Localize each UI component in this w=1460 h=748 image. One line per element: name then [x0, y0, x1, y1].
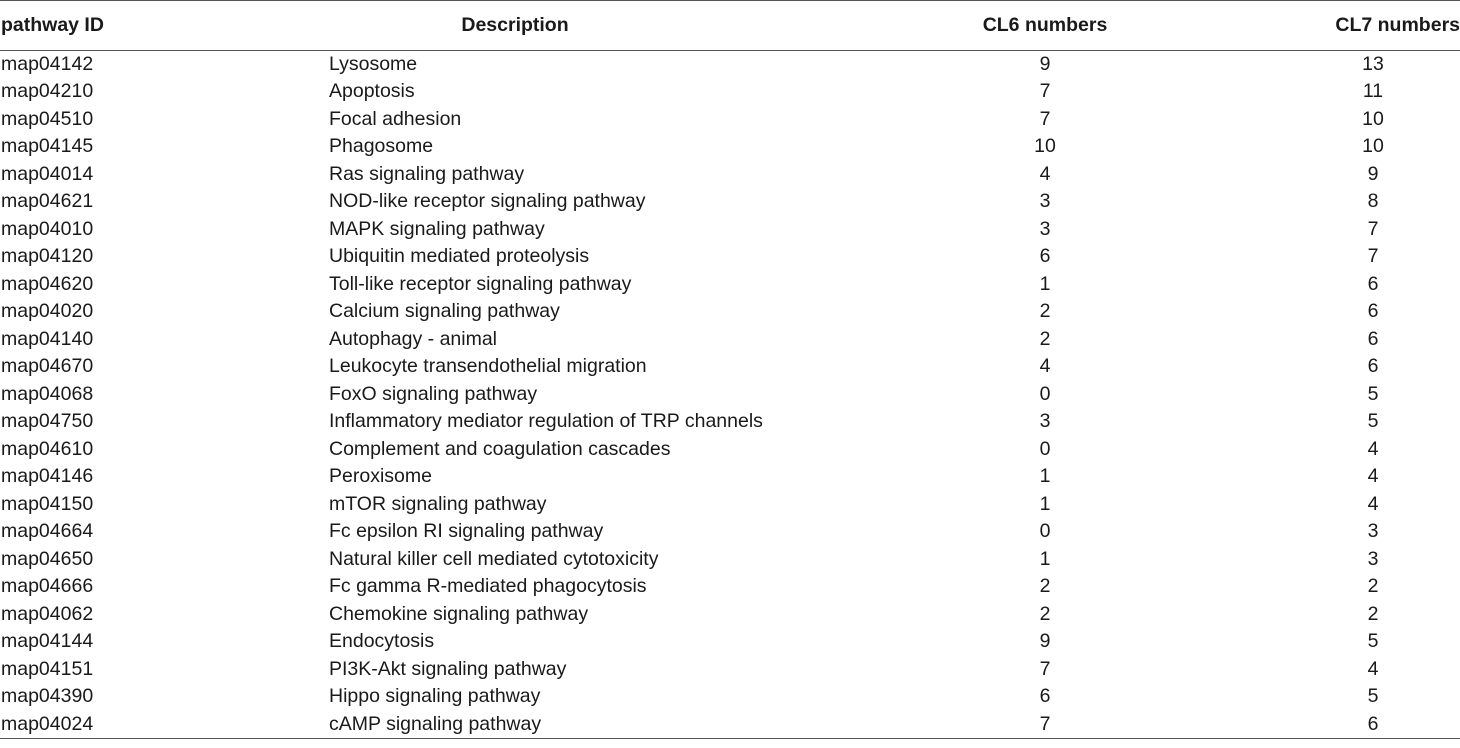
description-cell: Ras signaling pathway — [329, 162, 525, 185]
pathway-id-cell: map04610 — [1, 437, 94, 460]
cl7-number-cell: 2 — [1367, 575, 1379, 598]
cl6-number-cell: 0 — [1039, 520, 1051, 543]
table-row — [0, 546, 1460, 574]
cl7-number-cell: 5 — [1367, 630, 1379, 653]
description-cell: mTOR signaling pathway — [329, 492, 547, 515]
pathway-id-cell: map04151 — [1, 657, 94, 680]
description-cell: Fc epsilon RI signaling pathway — [329, 520, 604, 543]
pathway-id-cell: map04750 — [1, 410, 94, 433]
table-row — [0, 243, 1460, 271]
pathway-id-cell: map04142 — [1, 53, 94, 75]
cl6-number-cell: 7 — [900, 711, 1180, 739]
table-row — [0, 656, 1460, 684]
cl6-number-cell: 7 — [1039, 107, 1051, 130]
table-row — [0, 408, 1460, 436]
table-row — [0, 436, 1460, 464]
header-cl6-numbers: CL6 numbers — [900, 1, 1180, 51]
pathway-id-cell: map04210 — [1, 80, 94, 103]
pathway-id-cell: map04390 — [1, 685, 94, 708]
table-row — [0, 491, 1460, 519]
description-cell: Natural killer cell mediated cytotoxicity — [329, 547, 659, 570]
table-row — [0, 463, 1460, 491]
table-row — [0, 683, 1460, 711]
table-row — [0, 271, 1460, 299]
table-row — [0, 601, 1460, 629]
cl7-number-cell: 11 — [1362, 80, 1384, 103]
description-cell: Toll-like receptor signaling pathway — [329, 272, 632, 295]
pathway-id-cell: map04650 — [1, 547, 94, 570]
table-row — [0, 628, 1460, 656]
description-cell: Autophagy - animal — [329, 327, 498, 350]
description-cell: NOD-like receptor signaling pathway — [329, 190, 646, 213]
table-row — [0, 106, 1460, 134]
pathway-id-cell: map04146 — [1, 465, 94, 488]
cl6-number-cell: 10 — [1034, 135, 1056, 158]
description-cell: Focal adhesion — [329, 107, 462, 130]
cl6-number-cell: 1 — [1039, 465, 1051, 488]
pathway-id-cell: map04068 — [1, 382, 94, 405]
cl6-number-cell: 2 — [1039, 300, 1051, 323]
cl6-number-cell: 3 — [1039, 190, 1051, 213]
header-description: Description — [300, 1, 900, 51]
description-cell: Endocytosis — [329, 630, 435, 653]
cl6-number-cell: 7 — [1039, 657, 1051, 680]
description-cell: Fc gamma R-mediated phagocytosis — [329, 575, 647, 598]
cl6-number-cell: 6 — [1039, 245, 1051, 268]
description-cell: Apoptosis — [329, 80, 415, 103]
cl7-number-cell: 4 — [1367, 437, 1379, 460]
cl7-number-cell: 3 — [1367, 520, 1379, 543]
cl6-number-cell: 9 — [1039, 53, 1051, 75]
pathway-id-cell: map04144 — [1, 630, 94, 653]
table-row — [0, 381, 1460, 409]
description-cell: Complement and coagulation cascades — [329, 437, 671, 460]
cl7-number-cell: 9 — [1367, 162, 1379, 185]
header-row — [0, 1, 1460, 51]
cl7-number-cell: 6 — [1367, 327, 1379, 350]
header-pathway-id: pathway ID — [0, 1, 300, 51]
pathway-id-cell: map04020 — [1, 300, 94, 323]
cl7-number-cell: 6 — [1367, 355, 1379, 378]
description-cell: Chemokine signaling pathway — [329, 602, 589, 625]
cl7-number-cell: 7 — [1367, 245, 1379, 268]
table-row — [0, 353, 1460, 381]
table-row — [0, 298, 1460, 326]
pathway-id-cell: map04666 — [1, 575, 94, 598]
description-cell: PI3K-Akt signaling pathway — [329, 657, 567, 680]
cl7-number-cell: 8 — [1367, 190, 1379, 213]
table-row — [0, 78, 1460, 106]
cl7-number-cell: 5 — [1367, 382, 1379, 405]
pathway-id-cell: map04062 — [1, 602, 94, 625]
cl7-number-cell: 4 — [1367, 657, 1379, 680]
cl6-number-cell: 7 — [1039, 80, 1051, 103]
cl6-number-cell: 3 — [1039, 410, 1051, 433]
pathway-id-cell: map04621 — [1, 190, 94, 213]
table-body — [0, 51, 1460, 739]
cl7-number-cell: 4 — [1367, 465, 1379, 488]
description-cell: Calcium signaling pathway — [329, 300, 560, 323]
cl7-number-cell: 2 — [1367, 602, 1379, 625]
table-row — [0, 573, 1460, 601]
header-cl7-numbers: CL7 numbers — [1180, 1, 1460, 51]
cl6-number-cell: 6 — [1039, 685, 1051, 708]
pathway-id-cell: map04140 — [1, 327, 94, 350]
description-cell: MAPK signaling pathway — [329, 217, 545, 240]
table-row — [0, 518, 1460, 546]
table-row — [0, 51, 1460, 79]
table-row — [0, 711, 1460, 739]
pathway-id-cell: map04120 — [1, 245, 94, 268]
description-cell: Hippo signaling pathway — [329, 685, 541, 708]
pathway-id-cell: map04670 — [1, 355, 94, 378]
cl7-number-cell: 5 — [1367, 685, 1379, 708]
cl6-number-cell: 3 — [1039, 217, 1051, 240]
cl7-number-cell: 6 — [1367, 272, 1379, 295]
pathway-id-cell: map04664 — [1, 520, 94, 543]
cl7-number-cell: 4 — [1367, 492, 1379, 515]
cl6-number-cell: 9 — [1039, 630, 1051, 653]
description-cell: FoxO signaling pathway — [329, 382, 538, 405]
cl6-number-cell: 2 — [1039, 575, 1051, 598]
cl7-number-cell: 5 — [1367, 410, 1379, 433]
cl6-number-cell: 1 — [1039, 492, 1051, 515]
table-row — [0, 216, 1460, 244]
pathway-id-cell: map04510 — [1, 107, 94, 130]
cl7-number-cell: 6 — [1180, 711, 1460, 739]
description-cell: Inflammatory mediator regulation of TRP channels — [329, 410, 763, 433]
cl7-number-cell: 7 — [1367, 217, 1379, 240]
cl7-number-cell: 3 — [1367, 547, 1379, 570]
cl6-number-cell: 0 — [1039, 382, 1051, 405]
description-cell: Lysosome — [329, 53, 418, 75]
cl6-number-cell: 1 — [1039, 547, 1051, 570]
pathway-id-cell: map04150 — [1, 492, 94, 515]
cl6-number-cell: 2 — [1039, 602, 1051, 625]
pathway-id-cell: map04010 — [1, 217, 94, 240]
cl7-number-cell: 6 — [1367, 300, 1379, 323]
description-cell: Ubiquitin mediated proteolysis — [329, 245, 590, 268]
cl7-number-cell: 13 — [1362, 53, 1384, 75]
cl6-number-cell: 4 — [1039, 355, 1051, 378]
cl7-number-cell: 10 — [1362, 107, 1384, 130]
pathway-id-cell: map04024 — [0, 711, 300, 739]
description-cell: cAMP signaling pathway — [300, 711, 900, 739]
table-row — [0, 188, 1460, 216]
pathway-id-cell: map04145 — [1, 135, 94, 158]
table-row — [0, 326, 1460, 354]
table-row — [0, 133, 1460, 161]
cl6-number-cell: 2 — [1039, 327, 1051, 350]
table-row — [0, 161, 1460, 189]
pathway-id-cell: map04014 — [1, 162, 94, 185]
description-cell: Phagosome — [329, 135, 434, 158]
pathway-id-cell: map04620 — [1, 272, 94, 295]
cl6-number-cell: 1 — [1039, 272, 1051, 295]
description-cell: Peroxisome — [329, 465, 432, 488]
description-cell: Leukocyte transendothelial migration — [329, 355, 647, 378]
cl7-number-cell: 10 — [1362, 135, 1384, 158]
cl6-number-cell: 0 — [1039, 437, 1051, 460]
cl6-number-cell: 4 — [1039, 162, 1051, 185]
table-header — [0, 1, 1460, 51]
